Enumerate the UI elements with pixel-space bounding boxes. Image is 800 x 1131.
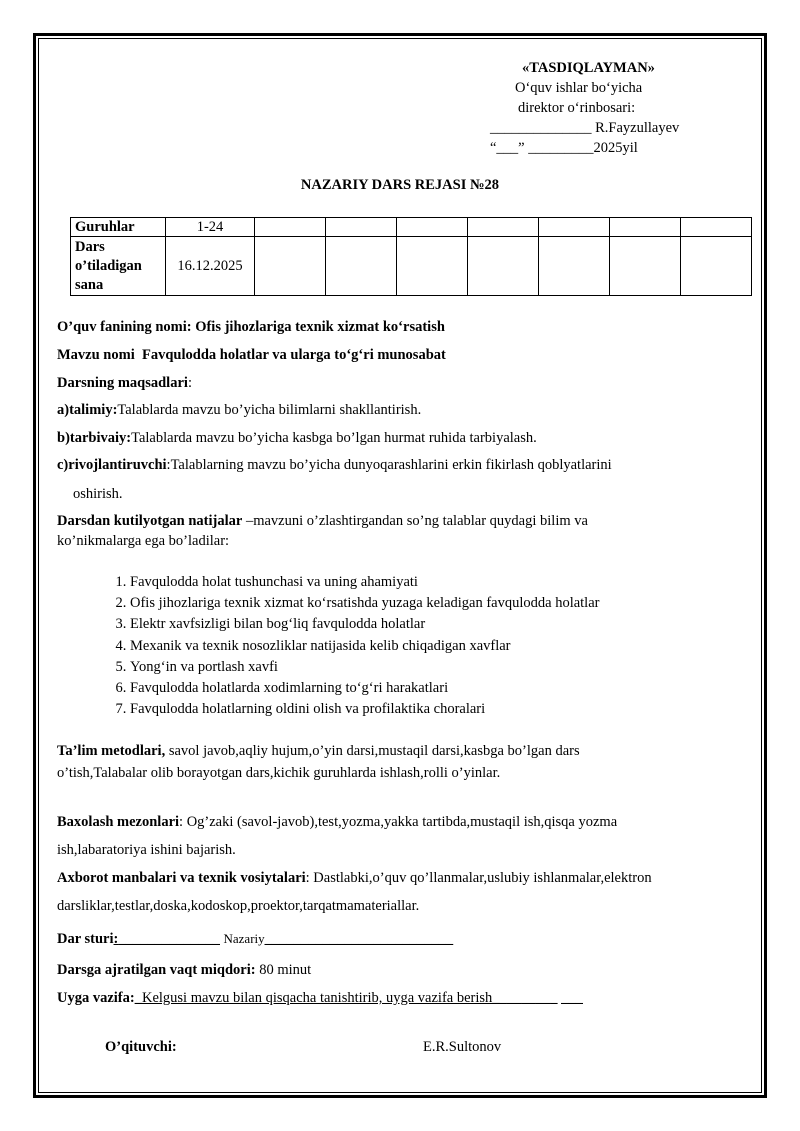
- table-cell: [326, 237, 397, 296]
- date-label: Dars o’tiladigan sana: [71, 237, 166, 296]
- approval-line1: O‘quv ishlar bo‘yicha: [515, 80, 643, 96]
- homework-label: Uyga vazifa:: [57, 990, 135, 1006]
- approval-line2: direktor o‘rinbosari:: [518, 100, 636, 116]
- goal-c-label: c)rivojlantiruvchi: [57, 457, 167, 473]
- table-cell: [610, 237, 681, 296]
- approval-signature: ______________ R.Fayzullayev: [490, 120, 680, 136]
- table-cell: [681, 237, 752, 296]
- topic-label: Mavzu nomi: [57, 347, 135, 363]
- list-item: 4. Mexanik va texnik nosozliklar natijasida kelib chiqadigan xavflar: [130, 636, 599, 657]
- sources-line1: [57, 870, 652, 887]
- goal-c-line: [57, 457, 612, 474]
- methods-line2: o’tish,Talabalar olib borayotgan dars,kichik guruhlarda ishlash,rolli o’yinlar.: [57, 765, 501, 781]
- teacher-name: E.R.Sultonov: [423, 1039, 502, 1055]
- groups-table: [70, 217, 752, 296]
- duration-label: Darsga ajratilgan vaqt miqdori:: [57, 962, 256, 978]
- table-cell: [681, 218, 752, 237]
- table-cell: [255, 237, 326, 296]
- topic-value: Favqulodda holatlar va ularga to‘g‘ri munosabat: [141, 347, 446, 363]
- list-item: 1. Favqulodda holat tushunchasi va uning ahamiyati: [130, 572, 599, 593]
- table-cell: [397, 218, 468, 237]
- duration-line: [57, 962, 311, 979]
- expected-text1: –mavzuni o’zlashtirgandan so’ng talablar quydagi bilim va: [242, 513, 588, 529]
- sources-text1: : Dastlabki,o’quv qo’llanmalar,uslubiy ishlanmalar,elektron: [305, 870, 652, 886]
- goals-heading-line: [57, 375, 192, 392]
- table-cell: [468, 237, 539, 296]
- list-item: 5. Yong‘in va portlash xavfi: [130, 657, 599, 678]
- lesson-type-line: [57, 931, 453, 948]
- goal-c-text: :Talablarning mavzu bo’yicha dunyoqarashlarini erkin fikirlash qoblyatlarini: [166, 457, 612, 473]
- results-list: [102, 572, 599, 720]
- topic-line: [57, 347, 446, 364]
- sources-line2: darsliklar,testlar,doska,kodoskop,proektor,tarqatmamateriallar.: [57, 898, 420, 914]
- duration-value: 80 minut: [255, 962, 312, 978]
- teacher-label: O’qituvchi:: [105, 1039, 177, 1055]
- expected-line1: [57, 513, 588, 530]
- goal-b-label: b)tarbivaiy:: [57, 430, 132, 446]
- assessment-line1: [57, 814, 617, 831]
- table-cell: [610, 218, 681, 237]
- approval-title: «TASDIQLAYMAN»: [522, 60, 655, 76]
- table-cell: [539, 237, 610, 296]
- goal-a-label: a)talimiy:: [57, 402, 118, 418]
- list-item: 3. Elektr xavfsizligi bilan bog‘liq favqulodda holatlar: [130, 614, 599, 635]
- methods-text1: savol javob,aqliy hujum,o’yin darsi,mustaqil darsi,kasbga bo’lgan dars: [165, 743, 580, 759]
- subject-line: O’quv fanining nomi: Ofis jihozlariga texnik xizmat ko‘rsatish: [57, 319, 445, 335]
- methods-line1: [57, 743, 580, 760]
- groups-value: 1-24: [166, 218, 255, 237]
- goal-a-text: Talablarda mavzu bo’yicha bilimlarni shakllantirish.: [117, 402, 422, 418]
- table-row: [71, 237, 752, 296]
- approval-block: [490, 58, 679, 158]
- table-cell: [326, 218, 397, 237]
- homework-text: _Kelgusi mavzu bilan qisqacha tanishtirib, uyga vazifa berish_: [134, 990, 500, 1006]
- homework-tail: ________ ___: [499, 990, 583, 1006]
- methods-label: Ta’lim metodlari,: [57, 743, 166, 759]
- document-title: NAZARIY DARS REJASI №28: [300, 177, 500, 193]
- goals-heading: Darsning maqsadlari: [57, 375, 188, 391]
- list-item: 6. Favqulodda holatlarda xodimlarning to‘g‘ri harakatlari: [130, 678, 599, 699]
- table-cell: [397, 237, 468, 296]
- list-item: 2. Ofis jihozlariga texnik xizmat ko‘rsatishda yuzaga keladigan favqulodda holatlar: [130, 593, 599, 614]
- list-item: 7. Favqulodda holatlarning oldini olish va profilaktika choralari: [130, 699, 599, 720]
- table-cell: [539, 218, 610, 237]
- lesson-type-blank1: ______________: [118, 931, 220, 947]
- table-cell: [255, 218, 326, 237]
- lesson-type-colon: :: [113, 931, 119, 947]
- table-cell: [468, 218, 539, 237]
- goal-c-continuation: oshirish.: [73, 486, 123, 502]
- table-row: [71, 218, 752, 237]
- goal-b-text: Talablarda mavzu bo’yicha kasbga bo’lgan hurmat ruhida tarbiyalash.: [131, 430, 537, 446]
- date-value: 16.12.2025: [166, 237, 255, 296]
- expected-label: Darsdan kutilyotgan natijalar: [57, 513, 243, 529]
- goal-a-line: [57, 402, 421, 419]
- assessment-label: Baxolash mezonlari: [57, 814, 180, 830]
- goals-heading-suffix: :: [187, 375, 192, 391]
- lesson-type-label: Dar sturi: [57, 931, 114, 947]
- sources-label: Axborot manbalari va texnik vosiytalari: [57, 870, 306, 886]
- goal-b-line: [57, 430, 537, 447]
- assessment-text1: : Og’zaki (savol-javob),test,yozma,yakka tartibda,mustaqil ish,qisqa yozma: [179, 814, 618, 830]
- lesson-type-blank2: __________________________: [264, 931, 454, 947]
- groups-label: Guruhlar: [71, 218, 166, 237]
- expected-line2: ko’nikmalarga ega bo’ladilar:: [57, 533, 230, 549]
- assessment-line2: ish,labaratoriya ishini bajarish.: [57, 842, 236, 858]
- approval-date: “___” _________2025yil: [490, 140, 638, 156]
- lesson-type-value: Nazariy: [223, 931, 265, 946]
- homework-line: [57, 990, 583, 1007]
